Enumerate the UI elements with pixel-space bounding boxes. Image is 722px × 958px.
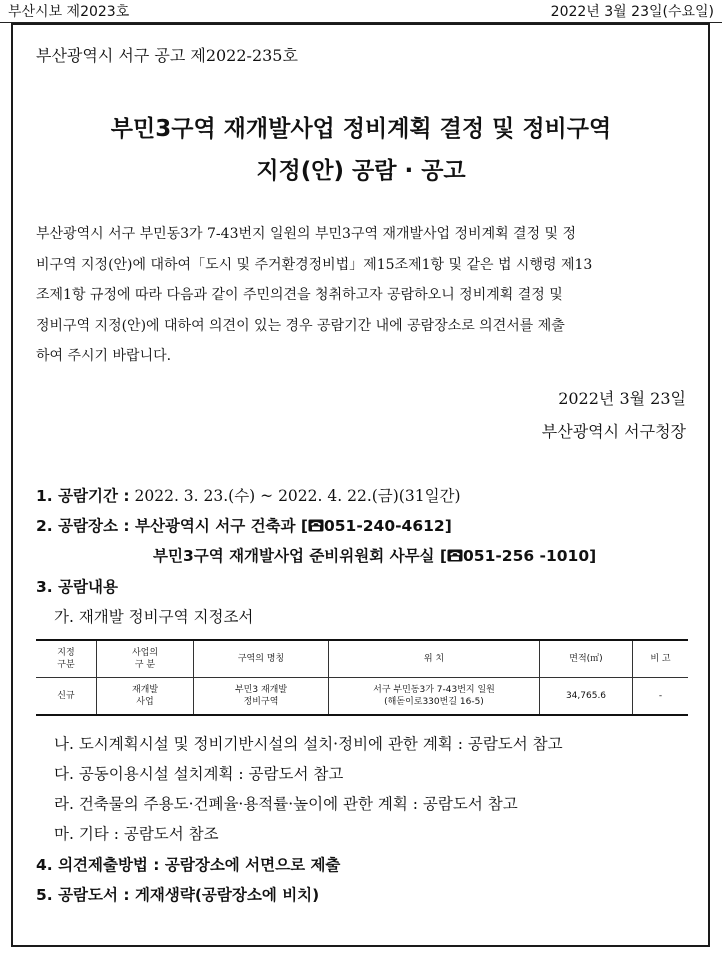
sub-item-a: 가. 재개발 정비구역 지정조서 <box>54 608 254 626</box>
cell-district-name: 부민3 재개발 정비구역 <box>194 678 329 716</box>
body-line: 부산광역시 서구 부민동3가 7-43번지 일원의 부민3구역 재개발사업 정비계획 결정 및 정 <box>36 226 577 242</box>
cell-location: 서구 부민동3가 7-43번지 일원 (해돋이로330번길 16-5) <box>329 678 540 716</box>
header-project-type: 사업의 구 분 <box>97 640 194 678</box>
content-label: 3. 공람내용 <box>36 578 118 596</box>
period-value: 2022. 3. 23.(수) ~ 2022. 4. 22.(금)(31일간) <box>134 487 461 505</box>
item-period <box>36 484 461 506</box>
period-label: 1. 공람기간 : <box>36 487 130 505</box>
place-label: 2. 공람장소 : <box>36 517 130 535</box>
place2-text: 부민3구역 재개발사업 준비위원회 사무실 [ <box>153 547 447 565</box>
item-place-2 <box>153 544 596 566</box>
body-line: 조제1항 규정에 따라 다음과 같이 주민의견을 청취하고자 공람하오니 정비계획 결정 및 <box>36 287 563 303</box>
header-area: 면적(㎡) <box>540 640 633 678</box>
item-place <box>36 514 452 536</box>
body-line: 하여 주시기 바랍니다. <box>36 348 172 364</box>
cell-area: 34,765.6 <box>540 678 633 716</box>
place1-text: 부산광역시 서구 건축과 [ <box>134 517 308 535</box>
gazette-number: 부산시보 제2023호 <box>8 4 130 20</box>
gazette-date: 2022년 3월 23일(수요일) <box>550 4 714 20</box>
sub-item-e: 마. 기타 : 공람도서 참조 <box>54 825 219 843</box>
phone-icon <box>447 549 463 562</box>
sub-item-d: 라. 건축물의 주용도·건폐율·용적률·높이에 관한 계획 : 공람도서 참고 <box>54 795 518 813</box>
header-note: 비 고 <box>633 640 689 678</box>
cell-note: - <box>633 678 689 716</box>
sub-item-b: 나. 도시계획시설 및 정비기반시설의 설치·정비에 관한 계획 : 공람도서 참고 <box>54 735 563 753</box>
body-line: 비구역 지정(안)에 대하여「도시 및 주거환경정비법」제15조제1항 및 같은 법 시행령 제13 <box>36 256 593 273</box>
issuer: 부산광역시 서구청장 <box>541 422 686 441</box>
notice-date: 2022년 3월 23일 <box>558 389 686 408</box>
designation-table <box>36 639 688 716</box>
item-documents: 5. 공람도서 : 게재생략(공람장소에 비치) <box>36 886 320 904</box>
table-row <box>36 678 688 716</box>
item-submission-method: 4. 의견제출방법 : 공람장소에 서면으로 제출 <box>36 856 341 874</box>
notice-title-line1: 부민3구역 재개발사업 정비계획 결정 및 정비구역 <box>110 116 612 142</box>
cell-designation-type: 신규 <box>36 678 97 716</box>
notice-number: 부산광역시 서구 공고 제2022-235호 <box>36 46 298 65</box>
table-header-row <box>36 640 688 678</box>
header-designation-type: 지정 구분 <box>36 640 97 678</box>
notice-title-line2: 지정(안) 공람 · 공고 <box>256 158 466 184</box>
notice-body <box>36 219 686 372</box>
place1-phone: 051-240-4612] <box>323 517 452 535</box>
place2-phone: 051-256 -1010] <box>463 547 597 565</box>
phone-icon <box>308 519 324 532</box>
cell-project-type: 재개발 사업 <box>97 678 194 716</box>
header-location: 위 치 <box>329 640 540 678</box>
header-district-name: 구역의 명칭 <box>194 640 329 678</box>
body-line: 정비구역 지정(안)에 대하여 의견이 있는 경우 공람기간 내에 공람장소로 의견서를 제출 <box>36 317 565 334</box>
sub-item-c: 다. 공동이용시설 설치계획 : 공람도서 참고 <box>54 765 344 783</box>
